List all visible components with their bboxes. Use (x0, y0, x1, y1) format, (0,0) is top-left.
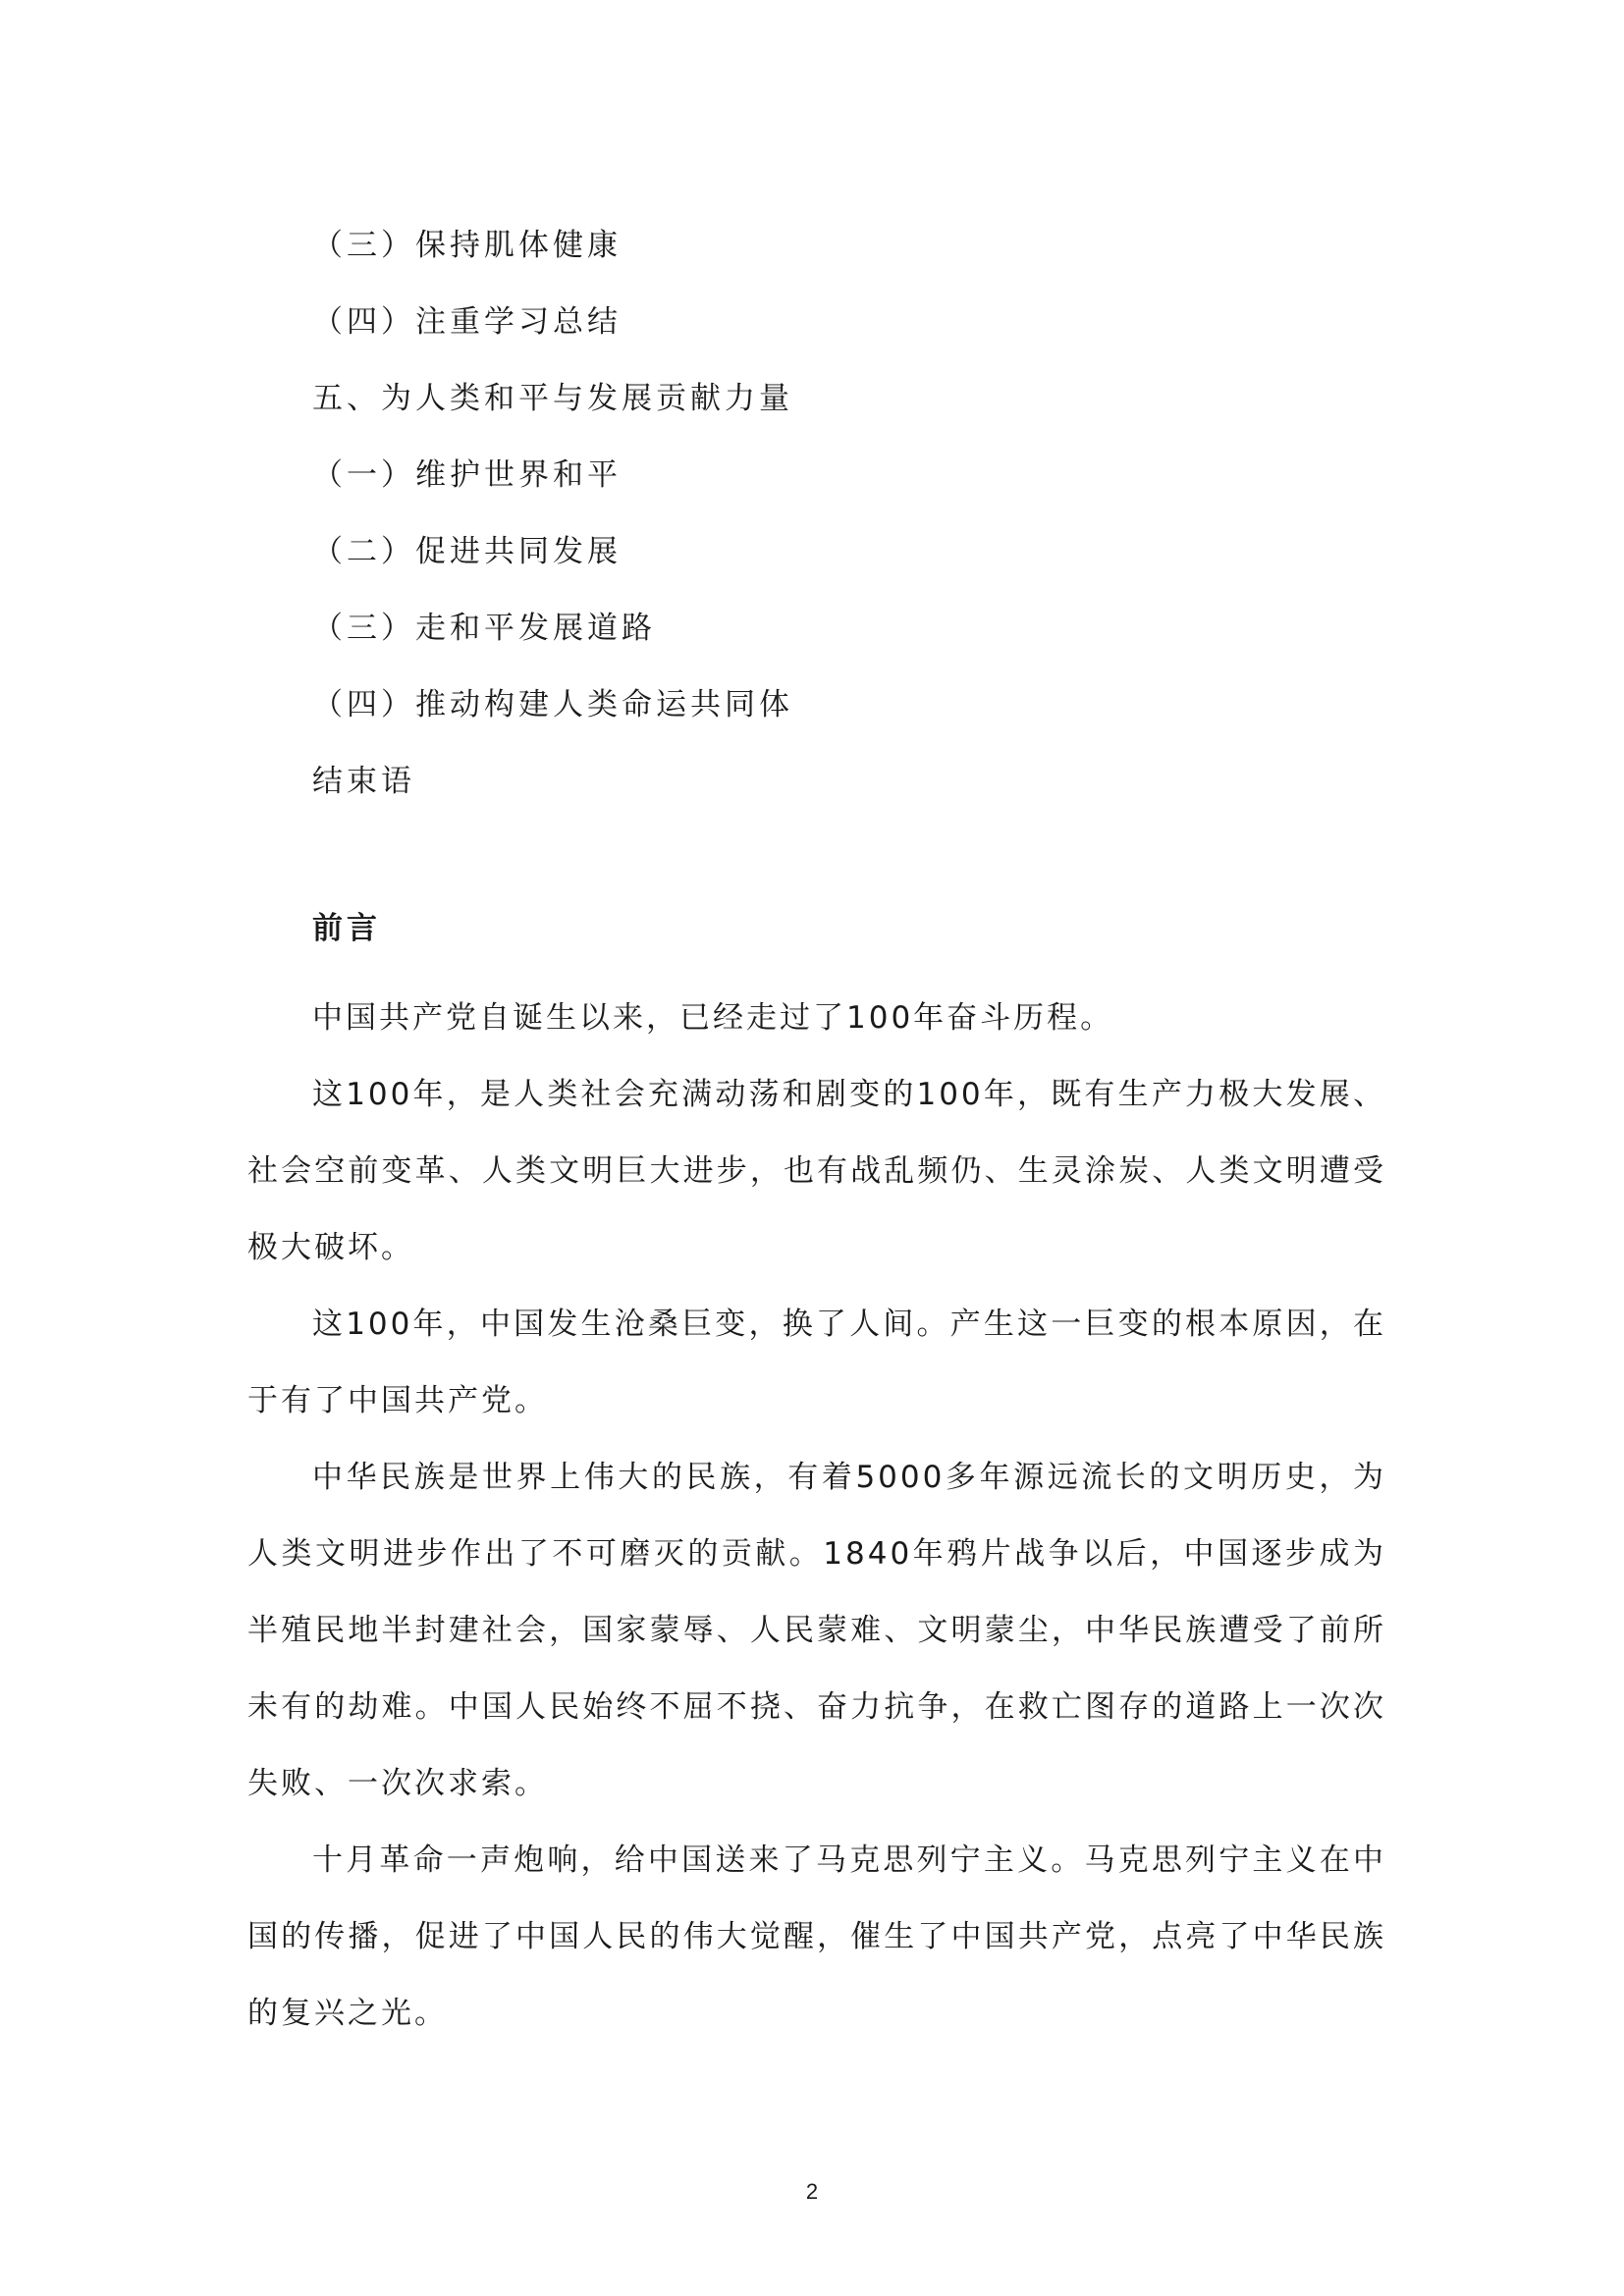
preface-paragraph: 这100年，是人类社会充满动荡和剧变的100年，既有生产力极大发展、社会空前变革、人类文明巨大进步，也有战乱频仍、生灵涂炭、人类文明遭受极大破坏。 (247, 1077, 1386, 1265)
preface-paragraph: 十月革命一声炮响，给中国送来了马克思列宁主义。马克思列宁主义在中国的传播，促进了中国人民的伟大觉醒，催生了中国共产党，点亮了中华民族的复兴之光。 (247, 1842, 1386, 2031)
toc-item: （三）保持肌体健康 (312, 228, 622, 263)
preface-paragraph: 这100年，中国发生沧桑巨变，换了人间。产生这一巨变的根本原因，在于有了中国共产党。 (247, 1307, 1386, 1418)
toc-item: （三）走和平发展道路 (312, 611, 656, 646)
page-number: 2 (805, 2179, 819, 2204)
toc-item: （二）促进共同发展 (312, 534, 622, 569)
toc-item: 结束语 (312, 764, 415, 799)
toc-item: （一）维护世界和平 (312, 457, 622, 493)
toc-item: （四）注重学习总结 (312, 304, 622, 340)
toc-item: 五、为人类和平与发展贡献力量 (312, 381, 793, 416)
toc-item: （四）推动构建人类命运共同体 (312, 687, 793, 722)
preface-paragraph: 中国共产党自诞生以来，已经走过了100年奋斗历程。 (312, 1000, 1114, 1036)
preface-heading: 前言 (312, 911, 381, 946)
preface-paragraph: 中华民族是世界上伟大的民族，有着5000多年源远流长的文明历史，为人类文明进步作出了不可磨灭的贡献。1840年鸦片战争以后，中国逐步成为半殖民地半封建社会，国家蒙辱、人民蒙难、文明蒙尘，中华民族遭受了前所未有的劫难。中国人民始终不屈不挠、奋力抗争，在救亡图存的道路上一次次失败、一次次求索。 (247, 1460, 1386, 1801)
